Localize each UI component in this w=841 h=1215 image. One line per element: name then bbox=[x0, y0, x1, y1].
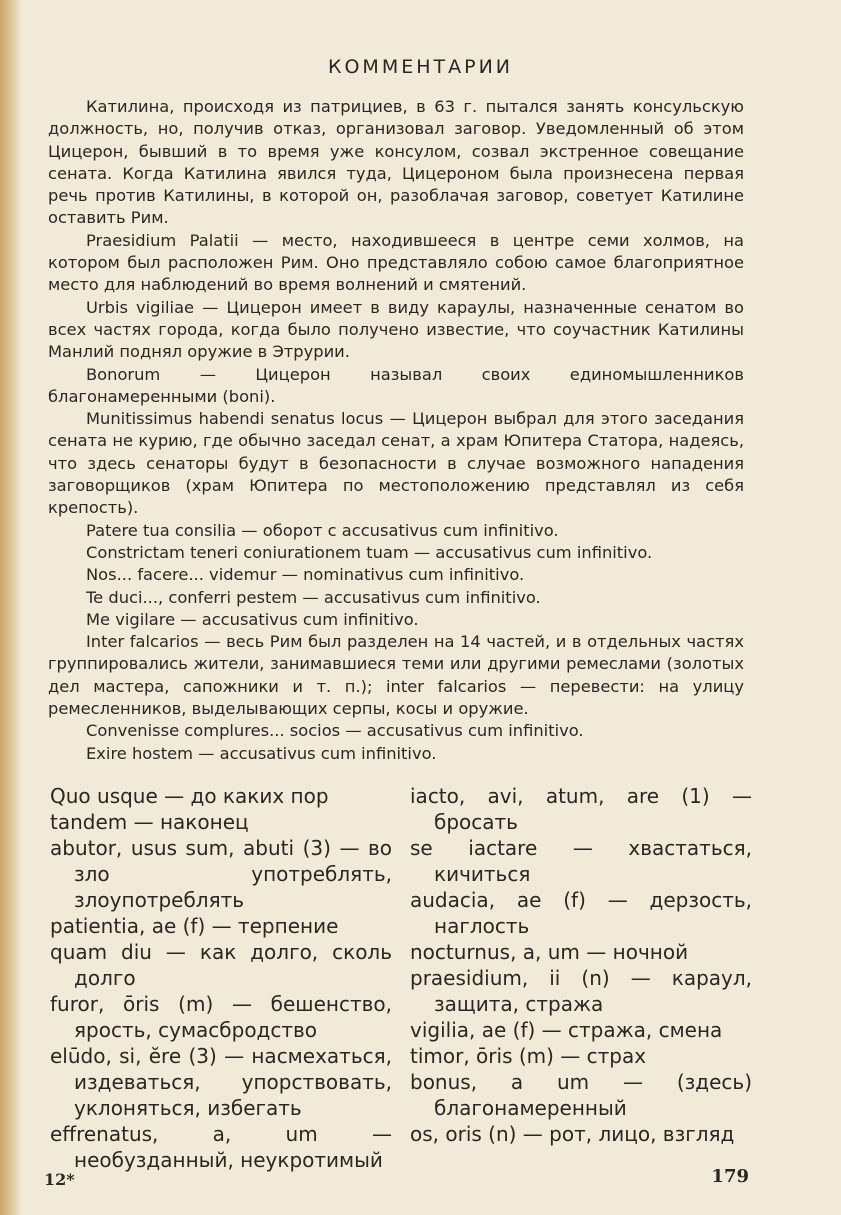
page-edge-shadow bbox=[0, 0, 22, 1215]
comment-paragraph: Exire hostem — accusativus cum infinitivo. bbox=[86, 743, 437, 763]
page-number: 179 bbox=[711, 1166, 749, 1187]
comment-paragraph: Inter falcarios — весь Рим был разделен на 14 частей, и в отдельных частях группировались жители, занимавшиеся теми или другими ремеслами (золотых дел мастера, сапожники и т. п.); inter falcarios — перевести: на улицу ремесленников, выделывающих серпы, косы и оружие. bbox=[48, 632, 744, 719]
comment-paragraph: Bonorum — Цицерон называл своих единомышленников благонамеренными (boni). bbox=[48, 364, 744, 406]
vocabulary-left-column bbox=[50, 783, 392, 1173]
vocab-entry: os, oris (n) — рот, лицо, взгляд bbox=[410, 1122, 735, 1146]
vocab-entry: audacia, ae (f) — дерзость, наглость bbox=[410, 888, 752, 938]
vocab-entry: elūdo, si, ĕre (3) — насмехаться, издеваться, упорствовать, уклоняться, избегать bbox=[50, 1044, 392, 1120]
vocab-entry: praesidium, ii (n) — караул, защита, стража bbox=[410, 966, 752, 1016]
vocab-entry: timor, ōris (m) — страх bbox=[410, 1044, 647, 1068]
comment-paragraph: Convenisse complures... socios — accusativus cum infinitivo. bbox=[86, 721, 584, 741]
comment-paragraph: Praesidium Palatii — место, находившееся в центре семи холмов, на котором был расположен Рим. Оно представляло собою самое благоприятное место для наблюдений во время волнений и смятений. bbox=[48, 230, 744, 295]
vocab-entry: effrenatus, a, um — необузданный, неукротимый bbox=[50, 1122, 392, 1172]
vocabulary-right-column bbox=[410, 783, 752, 1147]
comment-paragraph: Nos... facere... videmur — nominativus cum infinitivo. bbox=[86, 565, 525, 585]
vocab-entry: iacto, avi, atum, are (1) — бросать bbox=[410, 784, 752, 834]
vocab-entry: patientia, ae (f) — терпение bbox=[50, 914, 339, 938]
vocab-entry: Quo usque — до каких пор bbox=[50, 784, 329, 808]
vocab-entry: vigilia, ae (f) — стража, смена bbox=[410, 1018, 723, 1042]
comment-paragraph: Munitissimus habendi senatus locus — Цицерон выбрал для этого заседания сената не курию, где обычно заседал сенат, а храм Юпитера Статора, надеясь, что здесь сенаторы будут в безопасности в случае возможного нападения заговорщиков (храм Юпитера по местоположению представлял из себя крепость). bbox=[48, 409, 744, 518]
vocab-entry: tandem — наконец bbox=[50, 810, 249, 834]
comment-paragraph: Me vigilare — accusativus cum infinitivo. bbox=[86, 609, 419, 629]
vocab-entry: nocturnus, a, um — ночной bbox=[410, 940, 689, 964]
comment-paragraph: Urbis vigiliae — Цицерон имеет в виду караулы, назначенные сенатом во всех частях города, когда было получено известие, что соучастник Катилины Манлий поднял оружие в Этрурии. bbox=[48, 297, 744, 362]
vocab-entry: quam diu — как долго, сколь долго bbox=[50, 940, 392, 990]
page-title: КОММЕНТАРИИ bbox=[327, 56, 513, 78]
comment-paragraph: Te duci..., conferri pestem — accusativus cum infinitivo. bbox=[86, 587, 541, 607]
vocab-entry: abutor, usus sum, abuti (3) — во зло употреблять, злоупотреблять bbox=[50, 836, 392, 912]
vocab-entry: se iactare — хвастаться, кичиться bbox=[410, 836, 752, 886]
vocab-entry: furor, ōris (m) — бешенство, ярость, сумасбродство bbox=[50, 992, 392, 1042]
signature-mark: 12* bbox=[44, 1170, 75, 1189]
comment-paragraph: Patere tua consilia — оборот с accusativus cum infinitivo. bbox=[86, 520, 559, 540]
vocab-entry: bonus, a um — (здесь) благонамеренный bbox=[410, 1070, 752, 1120]
comment-paragraph: Constrictam teneri coniurationem tuam — accusativus cum infinitivo. bbox=[86, 542, 653, 562]
comment-paragraph: Катилина, происходя из патрициев, в 63 г. пытался занять консульскую должность, но, получив отказ, организовал заговор. Уведомленный об этом Цицерон, бывший в то время уже консулом, созвал экстренное совещание сената. Когда Катилина явился туда, Цицероном была произнесена первая речь против Катилины, в которой он, разоблачая заговор, советует Катилине оставить Рим. bbox=[48, 97, 744, 228]
comments-section bbox=[48, 96, 744, 765]
